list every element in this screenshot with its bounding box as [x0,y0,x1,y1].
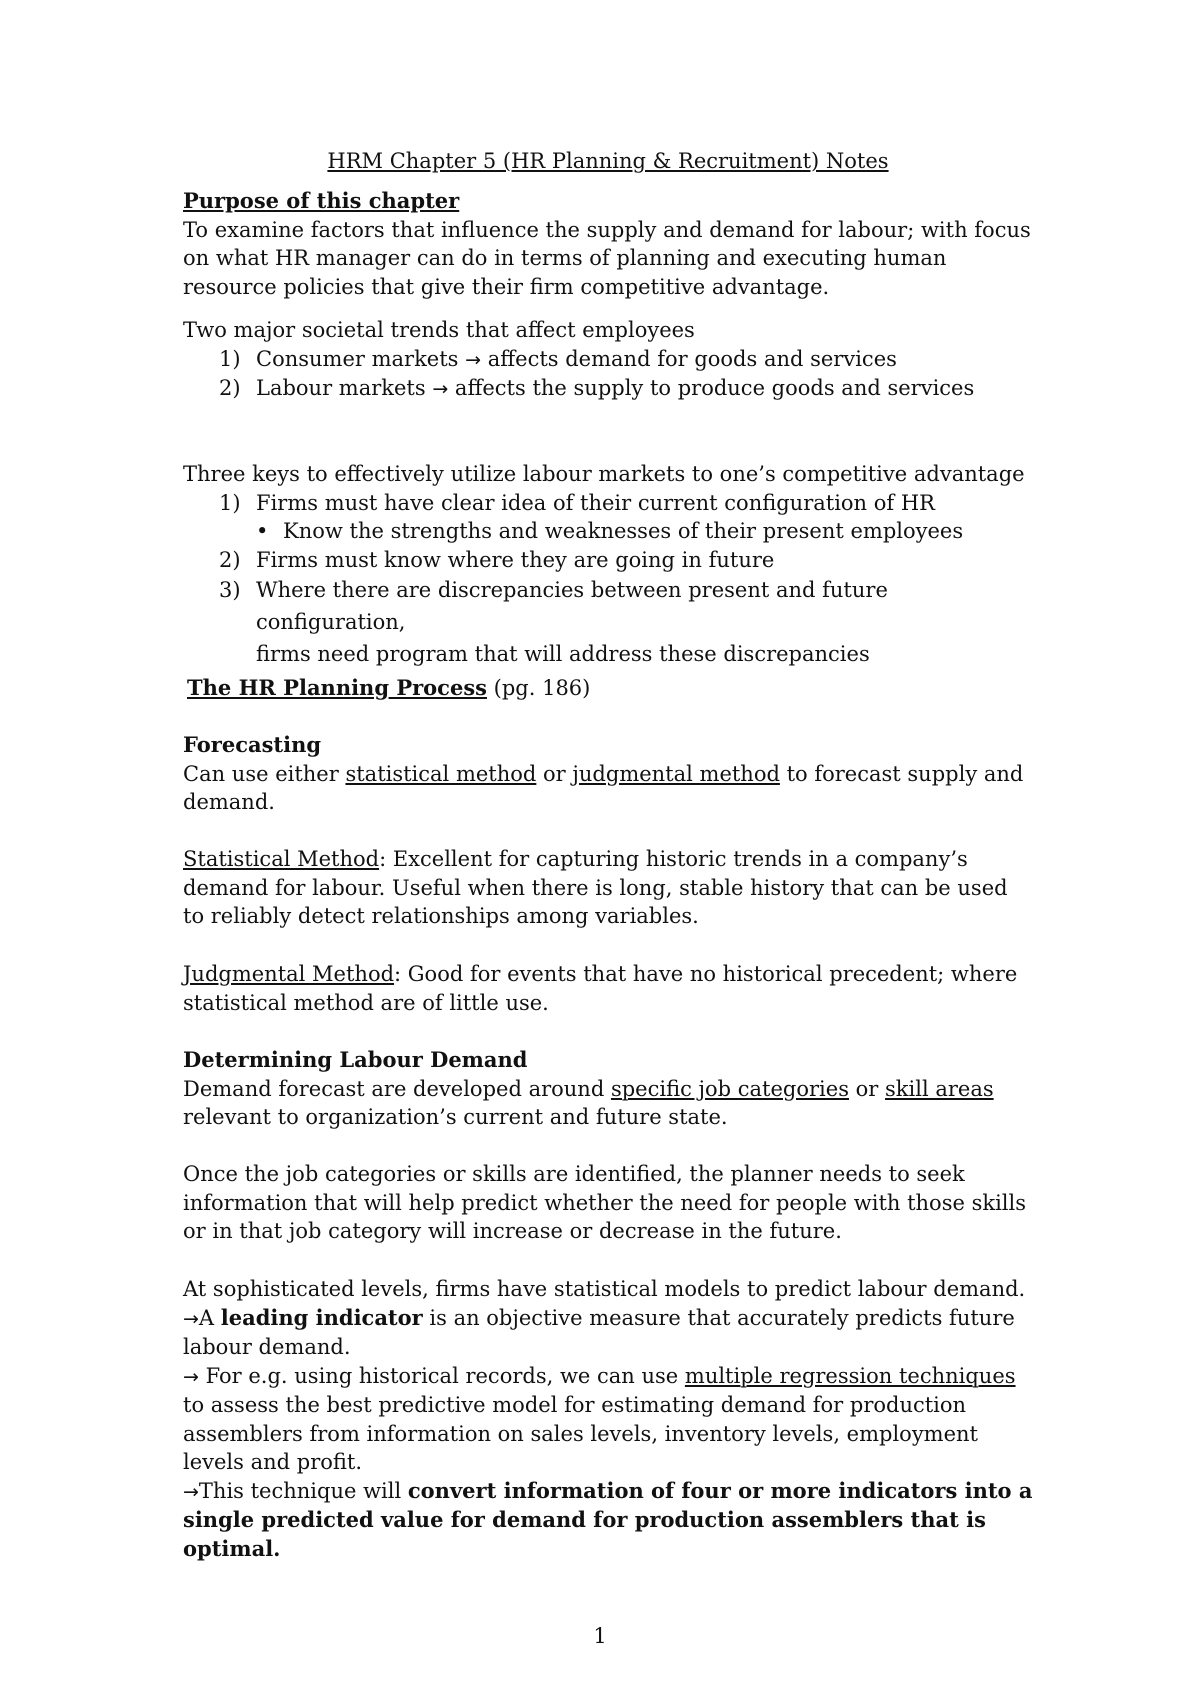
purpose-heading: Purpose of this chapter [183,188,460,213]
arrow-icon: → [183,1365,199,1388]
list-number: 3) [219,578,241,602]
text-span: A [198,1305,221,1330]
keys-list [183,489,1033,518]
arrow-icon: → [432,378,449,400]
statistical-method-link: statistical method [345,761,537,786]
statistical-section [183,845,1033,931]
list-item [183,374,1033,404]
forecasting-heading: Forecasting [183,732,322,757]
keys-section [183,460,1033,670]
technique-line [183,1477,1033,1564]
text-span: to forecast supply and demand. [183,761,1024,814]
process-heading: The HR Planning Process [187,675,487,700]
list-number: 1) [219,346,241,371]
text-span: Demand forecast are developed around [183,1076,611,1101]
demand-text [183,1075,1033,1132]
arrow-icon: → [183,1480,199,1503]
purpose-text: To examine factors that influence the supply and demand for labour; with focus on what HR manager can do in terms of planning and executing human resource policies that give their firm competitive advantage. [183,217,1031,299]
trends-intro: Two major societal trends that affect employees [183,318,695,342]
list-item [183,489,1033,518]
statistical-label: Statistical Method [183,847,380,871]
list-item [183,345,1033,375]
demand-para2 [183,1160,1033,1246]
trend-rest: affects demand for goods and services [481,346,897,371]
bullet-icon: • [256,519,269,543]
text-span: to assess the best predictive model for estimating demand for production assemblers from information on sales levels, inventory levels, employment levels and profit. [183,1393,978,1474]
text-span: This technique will [198,1478,408,1503]
judgmental-label: Judgmental Method [183,962,395,986]
text-span: or [848,1076,886,1101]
arrow-icon: → [183,1307,199,1330]
statistical-text [183,845,1033,931]
trend-lead: Labour markets [256,376,426,400]
list-item [183,574,1033,670]
demand-heading: Determining Labour Demand [183,1047,528,1072]
skill-areas-link: skill areas [885,1076,994,1101]
text-span: : Good for events that have no historical precedent; where statistical method are of little use. [183,962,1018,1015]
key-text-line2: firms need program that will address these discrepancies [256,642,870,666]
leading-indicator-line [183,1304,1033,1362]
list-number: 2) [219,376,241,400]
trends-list [183,345,1033,404]
judgmental-section [183,960,1033,1017]
key-text: Firms must know where they are going in future [256,547,775,572]
keys-intro: Three keys to effectively utilize labour markets to one’s competitive advantage [183,462,1025,486]
paragraph: At sophisticated levels, firms have statistical models to predict labour demand. [183,1277,1026,1301]
text-span: or [536,761,573,786]
key-text-line1: Where there are discrepancies between present and future configuration, [256,578,888,634]
judgmental-method-link: judgmental method [572,761,780,786]
document-title: HRM Chapter 5 (HR Planning & Recruitment) Notes [327,149,889,173]
regression-link: multiple regression techniques [684,1363,1016,1388]
trend-lead: Consumer markets [256,346,459,371]
job-categories-link: specific job categories [610,1076,849,1101]
page-number: 1 [593,1624,607,1648]
text-span: relevant to organization’s current and future state. [183,1105,728,1129]
demand-section [183,1046,1033,1132]
bullet-item [183,517,1033,546]
text-span: For e.g. using historical records, we can use [198,1363,685,1388]
arrow-icon: → [465,348,482,371]
trends-section [183,316,1033,404]
list-item [183,546,1033,575]
text-span: Can use either [183,761,346,786]
judgmental-text [183,960,1033,1017]
paragraph: Once the job categories or skills are identified, the planner needs to seek information that will help predict whether the need for people with those skills or in that job category will increase or decrease in the future. [183,1162,1027,1243]
key-text: Firms must have clear idea of their current configuration of HR [256,490,935,515]
list-number: 2) [219,547,241,572]
example-line [183,1362,1033,1477]
forecasting-text [183,760,1033,817]
forecasting-section [183,731,1033,817]
process-section [183,674,1037,703]
bullet-text: Know the strengths and weaknesses of their present employees [283,519,964,543]
leading-indicator-term: leading indicator [220,1304,423,1330]
keys-list-cont [183,546,1033,671]
technique-bold: convert information of four or more indicators into a single predicted value for demand for production assemblers that is optimal. [183,1477,1033,1561]
purpose-section [183,187,1033,301]
list-number: 1) [219,490,241,515]
demand-para3 [183,1275,1033,1563]
text-span: is an objective measure that accurately predicts future labour demand. [183,1305,1015,1359]
text-span: : Excellent for capturing historic trends in a company’s demand for labour. Useful when there is long, stable history that can be used to reliably detect relationships among variables. [183,847,1008,928]
process-page-ref: (pg. 186) [486,676,591,700]
trend-rest: affects the supply to produce goods and services [448,376,975,400]
